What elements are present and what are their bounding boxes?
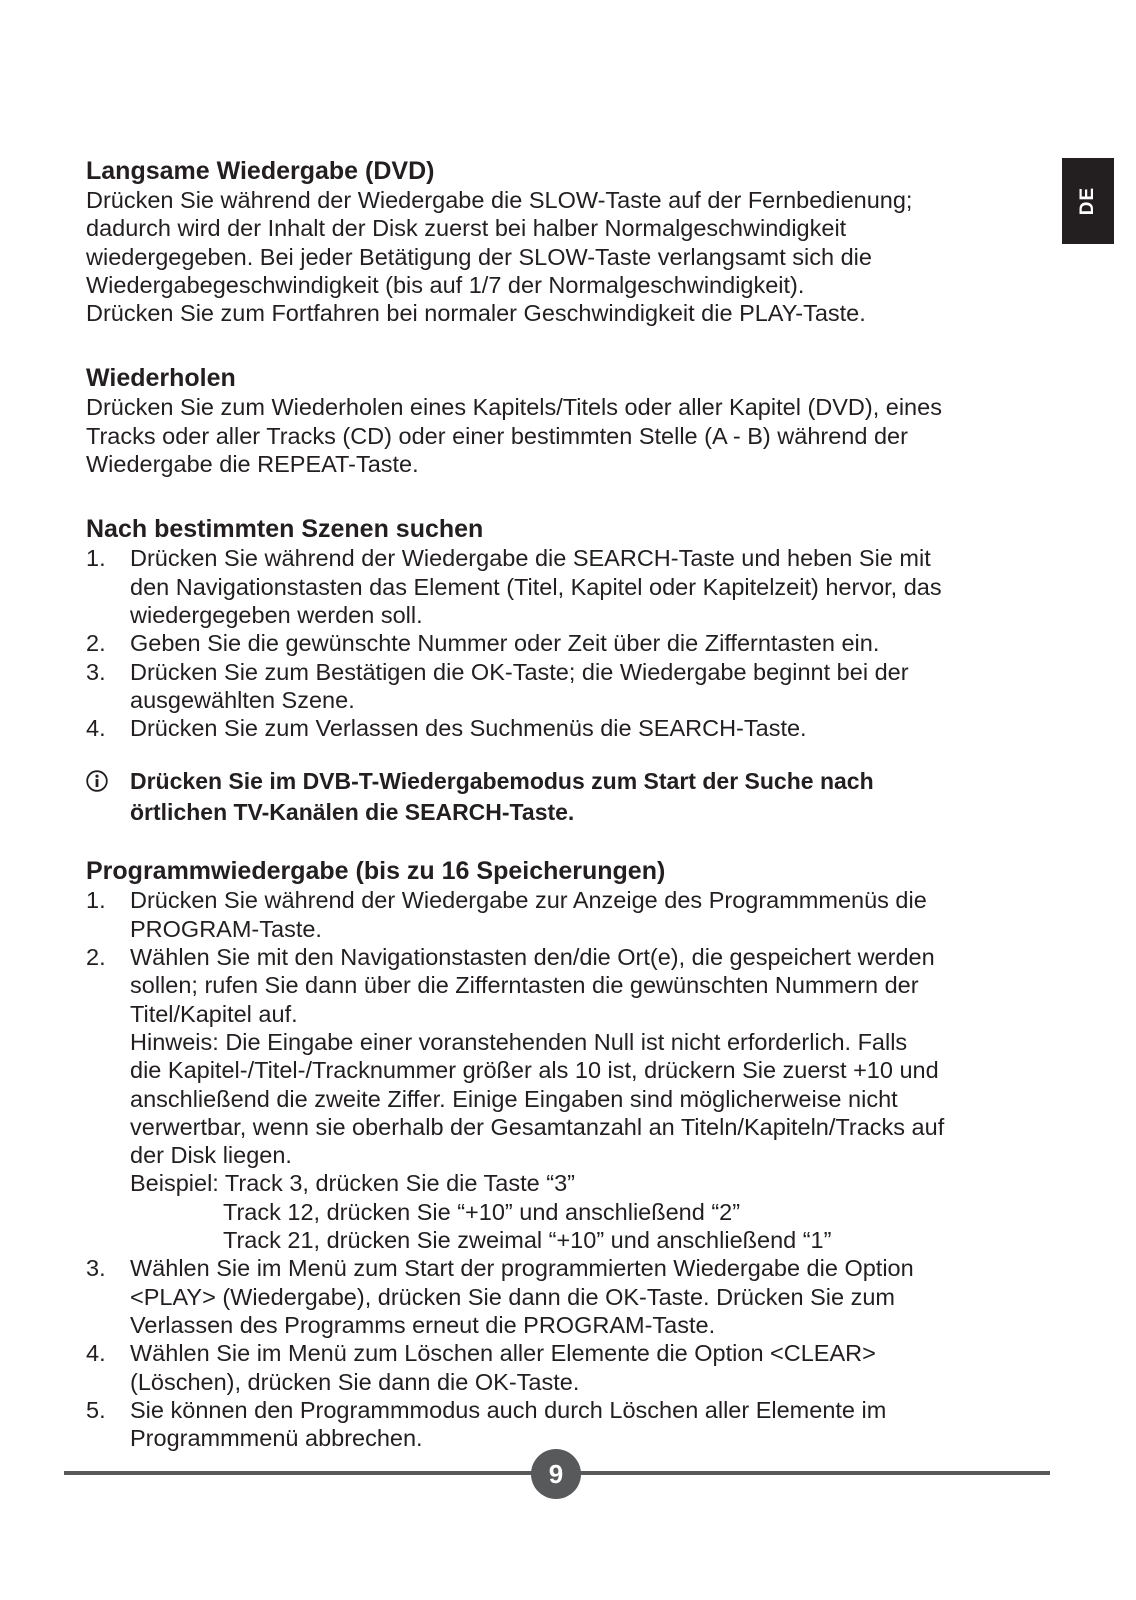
section-heading: Nach bestimmten Szenen suchen [86,515,484,544]
step-number: 2. [86,630,106,657]
page-number: 9 [531,1449,581,1499]
text-line: Wiedergabe die REPEAT-Taste. [86,451,419,478]
step-number: 5. [86,1396,106,1423]
step-number: 2. [86,944,106,971]
text-line: Beispiel: Track 3, drücken Sie die Taste “3” [130,1170,575,1197]
text-line: Drücken Sie während der Wiedergabe zur Anzeige des Programmmenüs die [130,887,927,914]
program-steps-list [86,886,1066,1452]
text-line: ausgewählten Szene. [130,686,355,713]
text-line: Drücken Sie zum Wiederholen eines Kapitels/Titels oder aller Kapitel (DVD), eines [86,394,942,421]
text-line: Wählen Sie im Menü zum Löschen aller Elemente die Option <CLEAR> [130,1340,876,1367]
text-line: wiedergegeben. Bei jeder Betätigung der SLOW-Taste verlangsamt sich die [86,243,872,270]
text-line: Hinweis: Die Eingabe einer voranstehenden Null ist nicht erforderlich. Falls [130,1028,908,1055]
list-item [86,1254,1066,1339]
text-line: verwertbar, wenn sie oberhalb der Gesamtanzahl an Titeln/Kapiteln/Tracks auf [130,1113,945,1140]
section-heading: Langsame Wiedergabe (DVD) [86,157,435,185]
list-item [86,658,1066,715]
list-item [86,1339,1066,1396]
text-line: (Löschen), drücken Sie dann die OK-Taste. [130,1368,580,1395]
step-number: 3. [86,1255,106,1282]
list-item [86,629,1066,657]
text-line: Wiedergabegeschwindigkeit (bis auf 1/7 der Normalgeschwindigkeit). [86,271,805,298]
text-line: den Navigationstasten das Element (Titel, Kapitel oder Kapitelzeit) hervor, das [130,573,942,600]
text-line: PROGRAM-Taste. [130,915,322,942]
step-number: 4. [86,1340,106,1367]
manual-content [86,156,1066,1452]
example-line: Track 21, drücken Sie zweimal “+10” und anschließend “1” [223,1227,832,1254]
text-line: Drücken Sie zum Verlassen des Suchmenüs die SEARCH-Taste. [130,715,807,742]
section-slow-playback [86,156,1066,327]
language-tab [1062,158,1114,244]
section-heading: Programmwiedergabe (bis zu 16 Speicherungen) [86,857,666,886]
text-line: Drücken Sie während der Wiedergabe die SLOW-Taste auf der Fernbedienung; [86,187,913,213]
text-line: dadurch wird der Inhalt der Disk zuerst bei halber Normalgeschwindigkeit [86,215,847,242]
list-item [86,1396,1066,1453]
list-item [86,943,1066,1254]
text-line: Titel/Kapitel auf. [130,1000,298,1027]
example-line: Track 12, drücken Sie “+10” und anschließend “2” [223,1198,741,1225]
section-repeat [86,363,1066,478]
text-line: Geben Sie die gewünschte Nummer oder Zeit über die Zifferntasten ein. [130,630,880,657]
section-search-scenes [86,514,1066,828]
text-line: Verlassen des Programms erneut die PROGRAM-Taste. [130,1311,716,1338]
text-line: wiedergegeben werden soll. [130,601,423,628]
list-item [86,544,1066,629]
text-line: der Disk liegen. [130,1142,292,1169]
text-line: Tracks oder aller Tracks (CD) oder einer bestimmten Stelle (A - B) während der [86,422,908,449]
search-steps-list [86,544,1066,742]
text-line: Drücken Sie zum Fortfahren bei normaler Geschwindigkeit die PLAY-Taste. [86,300,866,327]
text-line: Wählen Sie mit den Navigationstasten den/die Ort(e), die gespeichert werden [130,944,935,971]
text-line: anschließend die zweite Ziffer. Einige Eingaben sind möglicherweise nicht [130,1085,898,1112]
step-number: 1. [86,887,106,914]
text-line: Sie können den Programmmodus auch durch Löschen aller Elemente im [130,1396,887,1423]
step-number: 4. [86,715,106,742]
language-tab-label: DE [1077,186,1098,216]
step-number: 3. [86,658,106,685]
text-line: sollen; rufen Sie dann über die Zifferntasten die gewünschten Nummern der [130,972,919,999]
list-item [86,714,1066,742]
info-note [86,766,1066,828]
text-line: die Kapitel-/Titel-/Tracknummer größer als 10 ist, drückern Sie zuerst +10 und [130,1057,939,1084]
list-item [86,886,1066,943]
text-line: <PLAY> (Wiedergabe), drücken Sie dann die OK-Taste. Drücken Sie zum [130,1283,896,1310]
step-number: 1. [86,545,106,572]
note-line: örtlichen TV-Kanälen die SEARCH-Taste. [130,799,575,826]
note-line: Drücken Sie im DVB-T-Wiedergabemodus zum Start der Suche nach [130,768,874,795]
info-icon [86,770,108,792]
section-program-playback [86,856,1066,1452]
text-line: Wählen Sie im Menü zum Start der programmierten Wiedergabe die Option [130,1255,914,1282]
text-line: Drücken Sie während der Wiedergabe die SEARCH-Taste und heben Sie mit [130,545,931,572]
section-heading: Wiederholen [86,364,236,393]
text-line: Drücken Sie zum Bestätigen die OK-Taste; die Wiedergabe beginnt bei der [130,658,909,685]
text-line: Programmmenü abbrechen. [130,1425,423,1452]
